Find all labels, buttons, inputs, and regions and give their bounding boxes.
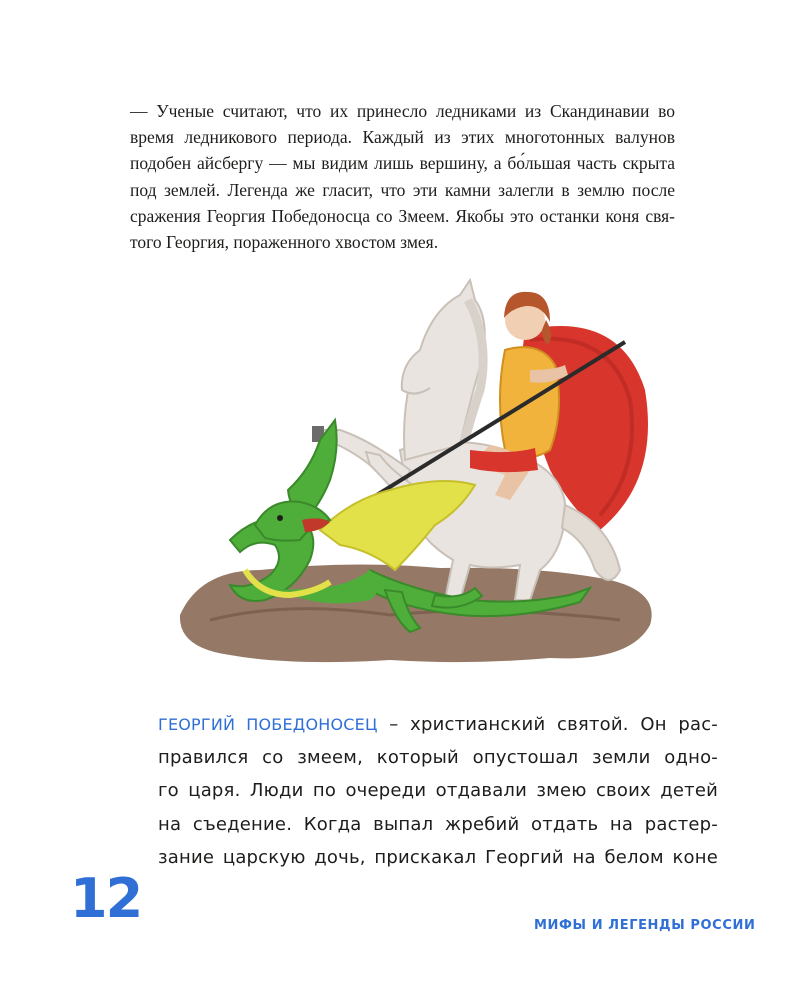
note-line [158,708,718,741]
page-number: 12 [70,867,142,930]
running-title: МИФЫ И ЛЕГЕНДЫ РОССИИ [534,918,756,933]
note-term: ГЕОРГИЙ ПОБЕДОНОСЕЦ [158,715,378,734]
sidebar-note [158,708,718,874]
note-line: зание царскую дочь, прискакал Георгий на белом коне [158,846,718,868]
paragraph-line: под землей. Легенда же гласит, что эти камни залегли в землю после [130,179,675,200]
note-line: на съедение. Когда выпал жребий отдать на растер- [158,813,718,835]
paragraph-line: подобен айсбергу — мы видим лишь вершину, а бо́льшая часть скрыта [130,153,675,174]
paragraph-line: того Георгия, пораженного хвостом змея. [130,232,439,253]
paragraph-line: — Ученые считают, что их принесло ледниками из Скандинавии во [130,101,675,121]
paragraph-line: время ледникового периода. Каждый из этих многотонных валунов [130,127,675,148]
note-line: го царя. Люди по очереди отдавали змею своих детей [158,780,718,802]
body-paragraph [130,98,675,255]
note-line: правился со змеем, который опустошал земли одно- [158,747,718,769]
paragraph-line: сражения Георгия Победоносца со Змеем. Якобы это останки коня свя- [130,205,675,226]
st-george-dragon-illustration [170,270,670,670]
note-line-text: – христианский святой. Он рас- [377,714,718,735]
